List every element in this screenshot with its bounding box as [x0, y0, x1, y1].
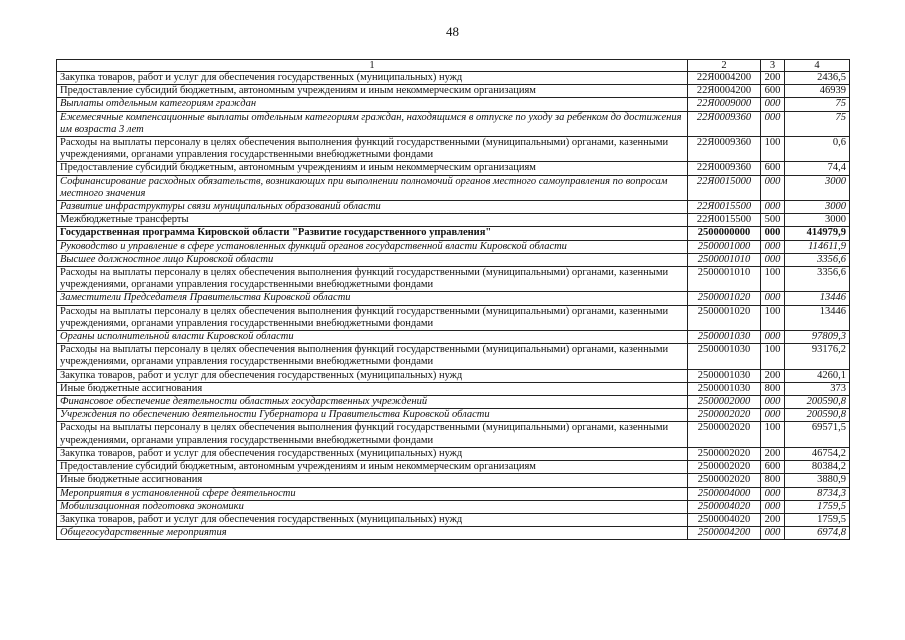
- row-description: Софинансирование расходных обязательств, возникающих при выполнении полномочий органов местного самоуправления по вопросам местного значения: [57, 175, 688, 200]
- row-type: 000: [761, 487, 785, 500]
- row-description: Закупка товаров, работ и услуг для обеспечения государственных (муниципальных) нужд: [57, 72, 688, 85]
- table-row: [57, 369, 850, 382]
- row-description: Расходы на выплаты персоналу в целях обеспечения выполнения функций государственными (муниципальными) органами, казенными учреждениями, органами управления государственными внебюджетными фондами: [57, 422, 688, 447]
- row-description: Мобилизационная подготовка экономики: [57, 500, 688, 513]
- row-code: 22Я0009360: [688, 162, 761, 175]
- row-description: Расходы на выплаты персоналу в целях обеспечения выполнения функций государственными (муниципальными) органами, казенными учреждениями, органами управления государственными внебюджетными фондами: [57, 137, 688, 162]
- row-amount: 93176,2: [785, 344, 850, 369]
- row-code: 2500002020: [688, 474, 761, 487]
- table-row: [57, 487, 850, 500]
- row-description: Мероприятия в установленной сфере деятельности: [57, 487, 688, 500]
- row-type: 200: [761, 72, 785, 85]
- row-code: 2500004000: [688, 487, 761, 500]
- row-code: 2500001010: [688, 267, 761, 292]
- row-type: 000: [761, 111, 785, 136]
- row-code: 2500001020: [688, 292, 761, 305]
- row-type: 800: [761, 382, 785, 395]
- row-type: 000: [761, 396, 785, 409]
- row-type: 100: [761, 305, 785, 330]
- row-description: Государственная программа Кировской области "Развитие государственного управления": [57, 227, 688, 240]
- row-amount: 3000: [785, 214, 850, 227]
- table-row: [57, 72, 850, 85]
- row-description: Общегосударственные мероприятия: [57, 527, 688, 540]
- row-description: Закупка товаров, работ и услуг для обеспечения государственных (муниципальных) нужд: [57, 513, 688, 526]
- row-type: 200: [761, 447, 785, 460]
- row-amount: 373: [785, 382, 850, 395]
- row-code: 2500002020: [688, 422, 761, 447]
- row-description: Руководство и управление в сфере установленных функций органов государственной власти Кировской области: [57, 240, 688, 253]
- row-code: 2500001030: [688, 369, 761, 382]
- row-type: 800: [761, 474, 785, 487]
- table-row: [57, 500, 850, 513]
- page-number: 48: [446, 24, 459, 39]
- row-type: 600: [761, 162, 785, 175]
- row-code: 22Я0009360: [688, 137, 761, 162]
- row-type: 000: [761, 409, 785, 422]
- row-type: 000: [761, 527, 785, 540]
- row-type: 600: [761, 85, 785, 98]
- row-code: 22Я0004200: [688, 85, 761, 98]
- row-code: 2500002000: [688, 396, 761, 409]
- table-row: [57, 214, 850, 227]
- column-header-code: 2: [688, 60, 761, 72]
- table-row: [57, 111, 850, 136]
- row-code: 2500001020: [688, 305, 761, 330]
- table-row: [57, 98, 850, 111]
- row-code: 2500004020: [688, 500, 761, 513]
- table-row: [57, 331, 850, 344]
- row-description: Расходы на выплаты персоналу в целях обеспечения выполнения функций государственными (муниципальными) органами, казенными учреждениями, органами управления государственными внебюджетными фондами: [57, 267, 688, 292]
- table-row: [57, 513, 850, 526]
- row-type: 000: [761, 331, 785, 344]
- row-code: 22Я0015500: [688, 201, 761, 214]
- table-row: [57, 344, 850, 369]
- row-description: Выплаты отдельным категориям граждан: [57, 98, 688, 111]
- table-row: [57, 240, 850, 253]
- row-code: 22Я0015500: [688, 214, 761, 227]
- table-row: [57, 267, 850, 292]
- row-amount: 3000: [785, 175, 850, 200]
- row-code: 22Я0015000: [688, 175, 761, 200]
- row-amount: 46939: [785, 85, 850, 98]
- column-header-type: 3: [761, 60, 785, 72]
- row-amount: 75: [785, 111, 850, 136]
- table-row: [57, 201, 850, 214]
- row-type: 000: [761, 292, 785, 305]
- row-amount: 74,4: [785, 162, 850, 175]
- row-description: Закупка товаров, работ и услуг для обеспечения государственных (муниципальных) нужд: [57, 447, 688, 460]
- row-amount: 69571,5: [785, 422, 850, 447]
- row-amount: 80384,2: [785, 461, 850, 474]
- row-description: Ежемесячные компенсационные выплаты отдельным категориям граждан, находящимся в отпуске по уходу за ребенком до достижения им возраста 3 лет: [57, 111, 688, 136]
- row-type: 000: [761, 98, 785, 111]
- row-type: 500: [761, 214, 785, 227]
- row-type: 000: [761, 175, 785, 200]
- row-amount: 4260,1: [785, 369, 850, 382]
- row-type: 000: [761, 227, 785, 240]
- row-description: Расходы на выплаты персоналу в целях обеспечения выполнения функций государственными (муниципальными) органами, казенными учреждениями, органами управления государственными внебюджетными фондами: [57, 305, 688, 330]
- table-row: [57, 292, 850, 305]
- row-amount: 200590,8: [785, 396, 850, 409]
- row-description: Высшее должностное лицо Кировской области: [57, 253, 688, 266]
- table-row: [57, 253, 850, 266]
- row-type: 100: [761, 267, 785, 292]
- row-description: Предоставление субсидий бюджетным, автономным учреждениям и иным некоммерческим организациям: [57, 162, 688, 175]
- row-code: 2500002020: [688, 409, 761, 422]
- row-amount: 200590,8: [785, 409, 850, 422]
- row-description: Развитие инфраструктуры связи муниципальных образований области: [57, 201, 688, 214]
- row-description: Иные бюджетные ассигнования: [57, 474, 688, 487]
- row-amount: 0,6: [785, 137, 850, 162]
- column-header-description: 1: [57, 60, 688, 72]
- row-description: Расходы на выплаты персоналу в целях обеспечения выполнения функций государственными (муниципальными) органами, казенными учреждениями, органами управления государственными внебюджетными фондами: [57, 344, 688, 369]
- row-amount: 1759,5: [785, 513, 850, 526]
- row-amount: 13446: [785, 305, 850, 330]
- row-amount: 75: [785, 98, 850, 111]
- row-code: 22Я0004200: [688, 72, 761, 85]
- row-type: 000: [761, 240, 785, 253]
- table-header-row: [57, 60, 850, 72]
- row-description: Предоставление субсидий бюджетным, автономным учреждениям и иным некоммерческим организациям: [57, 461, 688, 474]
- row-type: 100: [761, 422, 785, 447]
- row-type: 600: [761, 461, 785, 474]
- column-header-amount: 4: [785, 60, 850, 72]
- row-code: 22Я0009360: [688, 111, 761, 136]
- row-amount: 3356,6: [785, 253, 850, 266]
- table-row: [57, 447, 850, 460]
- row-amount: 2436,5: [785, 72, 850, 85]
- row-amount: 3880,9: [785, 474, 850, 487]
- table-row: [57, 162, 850, 175]
- row-type: 100: [761, 344, 785, 369]
- row-type: 200: [761, 369, 785, 382]
- row-code: 2500001030: [688, 331, 761, 344]
- row-code: 2500001030: [688, 382, 761, 395]
- row-description: Межбюджетные трансферты: [57, 214, 688, 227]
- budget-table: [56, 59, 850, 540]
- row-type: 000: [761, 201, 785, 214]
- row-type: 200: [761, 513, 785, 526]
- row-description: Финансовое обеспечение деятельности областных государственных учреждений: [57, 396, 688, 409]
- row-code: 22Я0009000: [688, 98, 761, 111]
- row-code: 2500002020: [688, 461, 761, 474]
- row-type: 100: [761, 137, 785, 162]
- row-description: Заместители Председателя Правительства Кировской области: [57, 292, 688, 305]
- row-code: 2500002020: [688, 447, 761, 460]
- table-body: [57, 72, 850, 540]
- table-row: [57, 422, 850, 447]
- row-amount: 13446: [785, 292, 850, 305]
- row-code: 2500004020: [688, 513, 761, 526]
- row-code: 2500004200: [688, 527, 761, 540]
- table-row: [57, 382, 850, 395]
- row-amount: 97809,3: [785, 331, 850, 344]
- row-code: 2500001030: [688, 344, 761, 369]
- row-amount: 3000: [785, 201, 850, 214]
- table-row: [57, 527, 850, 540]
- row-amount: 46754,2: [785, 447, 850, 460]
- row-amount: 114611,9: [785, 240, 850, 253]
- table-row: [57, 461, 850, 474]
- row-amount: 414979,9: [785, 227, 850, 240]
- row-code: 2500000000: [688, 227, 761, 240]
- row-description: Предоставление субсидий бюджетным, автономным учреждениям и иным некоммерческим организациям: [57, 85, 688, 98]
- row-amount: 1759,5: [785, 500, 850, 513]
- row-description: Закупка товаров, работ и услуг для обеспечения государственных (муниципальных) нужд: [57, 369, 688, 382]
- row-code: 2500001010: [688, 253, 761, 266]
- table-row: [57, 85, 850, 98]
- row-amount: 6974,8: [785, 527, 850, 540]
- table-row: [57, 305, 850, 330]
- row-type: 000: [761, 253, 785, 266]
- row-amount: 8734,3: [785, 487, 850, 500]
- table-row: [57, 396, 850, 409]
- row-description: Учреждения по обеспечению деятельности Губернатора и Правительства Кировской области: [57, 409, 688, 422]
- row-description: Иные бюджетные ассигнования: [57, 382, 688, 395]
- table-row: [57, 175, 850, 200]
- row-code: 2500001000: [688, 240, 761, 253]
- table-row: [57, 474, 850, 487]
- row-type: 000: [761, 500, 785, 513]
- table-row: [57, 137, 850, 162]
- table-row: [57, 227, 850, 240]
- row-amount: 3356,6: [785, 267, 850, 292]
- row-description: Органы исполнительной власти Кировской области: [57, 331, 688, 344]
- table-row: [57, 409, 850, 422]
